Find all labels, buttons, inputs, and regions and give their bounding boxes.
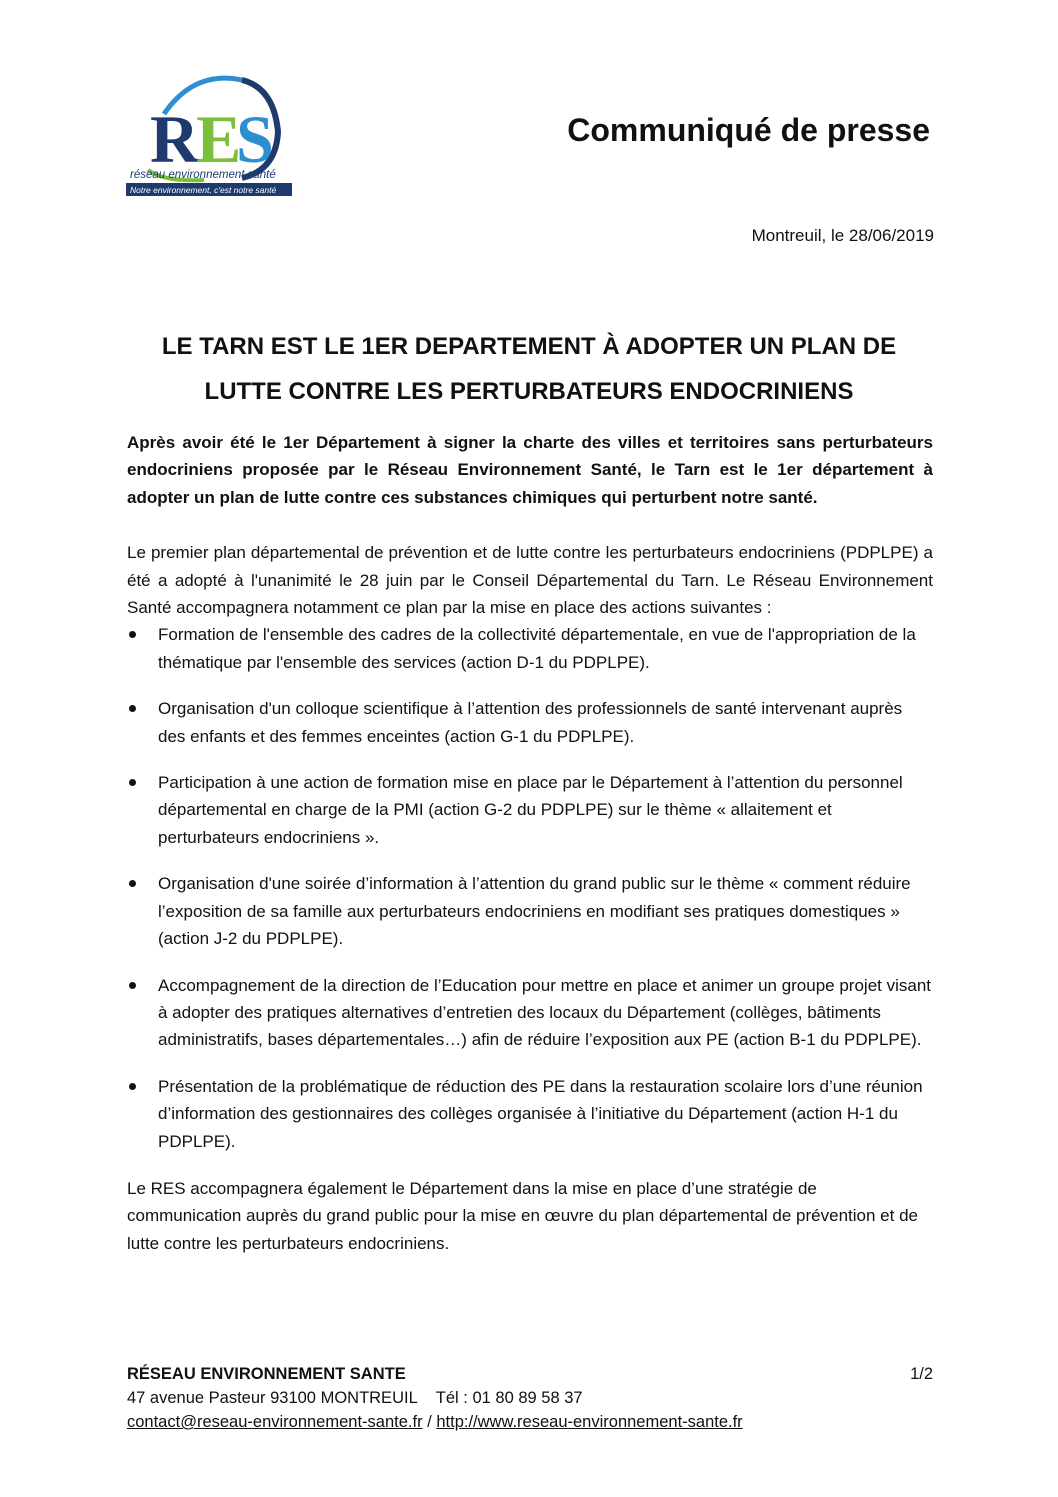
page-number: 1/2 [910, 1365, 933, 1383]
actions-list [127, 621, 933, 1155]
headline-line-1: LE TARN EST LE 1ER DEPARTEMENT À ADOPTER UN PLAN DE [161, 333, 897, 360]
closing-paragraph: Le RES accompagnera également le Département dans la mise en place d’une stratégie de communication auprès du grand public pour la mise en œuvre du plan départemental de prévention et de lutte contre les perturbateurs endocriniens. [127, 1178, 918, 1253]
list-item: Participation à une action de formation mise en place par le Département à l’attention du personnel départemental en charge de la PMI (action G-2 du PDPLPE) sur le thème « allaitement et perturbateurs endocriniens ». [127, 769, 933, 851]
headline-line-2: LUTTE CONTRE LES PERTURBATEURS ENDOCRINIENS [204, 378, 854, 405]
document-type-title: Communiqué de presse [567, 112, 930, 148]
logo-name: réseau environnement santé [130, 169, 276, 181]
list-item: Formation de l'ensemble des cadres de la collectivité départementale, en vue de l'appropriation de la thématique par l'ensemble des services (action D-1 du PDPLPE). [127, 621, 933, 676]
res-logo-mark [124, 74, 302, 198]
footer [127, 1362, 933, 1434]
headline [124, 324, 934, 414]
list-item: Accompagnement de la direction de l’Education pour mettre en place et animer un groupe projet visant à adopter des pratiques alternatives d’entretien des locaux du Département (collèges, bâtiments administratifs, bases départementales…) afin de réduire l’exposition aux PE (action B-1 du PDPLPE). [127, 972, 933, 1054]
list-item: Organisation d'une soirée d’information à l’attention du grand public sur le thème « comment réduire l’exposition de sa famille aux perturbateurs endocriniens en modifiant ses pratiques domestiques » (action J-2 du PDPLPE). [127, 870, 933, 952]
logo-tagline: Notre environnement, c'est notre santé [130, 185, 277, 195]
body-text [127, 429, 933, 1257]
footer-separator: / [427, 1413, 432, 1431]
footer-email-link[interactable]: contact@reseau-environnement-sante.fr [127, 1413, 423, 1431]
logo-letter-s: S [236, 101, 274, 177]
footer-phone: Tél : 01 80 89 58 37 [435, 1389, 583, 1407]
res-logo [124, 74, 302, 198]
footer-address: 47 avenue Pasteur 93100 MONTREUIL [127, 1389, 418, 1407]
dateline: Montreuil, le 28/06/2019 [751, 226, 934, 245]
lead-paragraph: Après avoir été le 1er Département à signer la charte des villes et territoires sans perturbateurs endocriniens proposée par le Réseau Environnement Santé, le Tarn est le 1er département à adopter un plan de lutte contre ces substances chimiques qui perturbent notre santé. [127, 433, 933, 507]
intro-paragraph: Le premier plan départemental de prévention et de lutte contre les perturbateurs endocriniens (PDPLPE) a été a adopté à l'unanimité le 28 juin par le Conseil Départemental du Tarn. Le Réseau Environnement Santé accompagnera notamment ce plan par la mise en place des actions suivantes : [127, 543, 933, 618]
logo-letter-e: E [196, 101, 242, 177]
list-item: Présentation de la problématique de réduction des PE dans la restauration scolaire lors d’une réunion d’information des gestionnaires des collèges organisée à l’initiative du Département (action H-1 du PDPLPE). [127, 1073, 933, 1155]
footer-org-name: RÉSEAU ENVIRONNEMENT SANTE [127, 1365, 406, 1383]
list-item: Organisation d'un colloque scientifique à l’attention des professionnels de santé intervenant auprès des enfants et des femmes enceintes (action G-1 du PDPLPE). [127, 695, 933, 750]
logo-letter-r: R [150, 101, 200, 177]
footer-website-link[interactable]: http://www.reseau-environnement-sante.fr [436, 1413, 743, 1431]
